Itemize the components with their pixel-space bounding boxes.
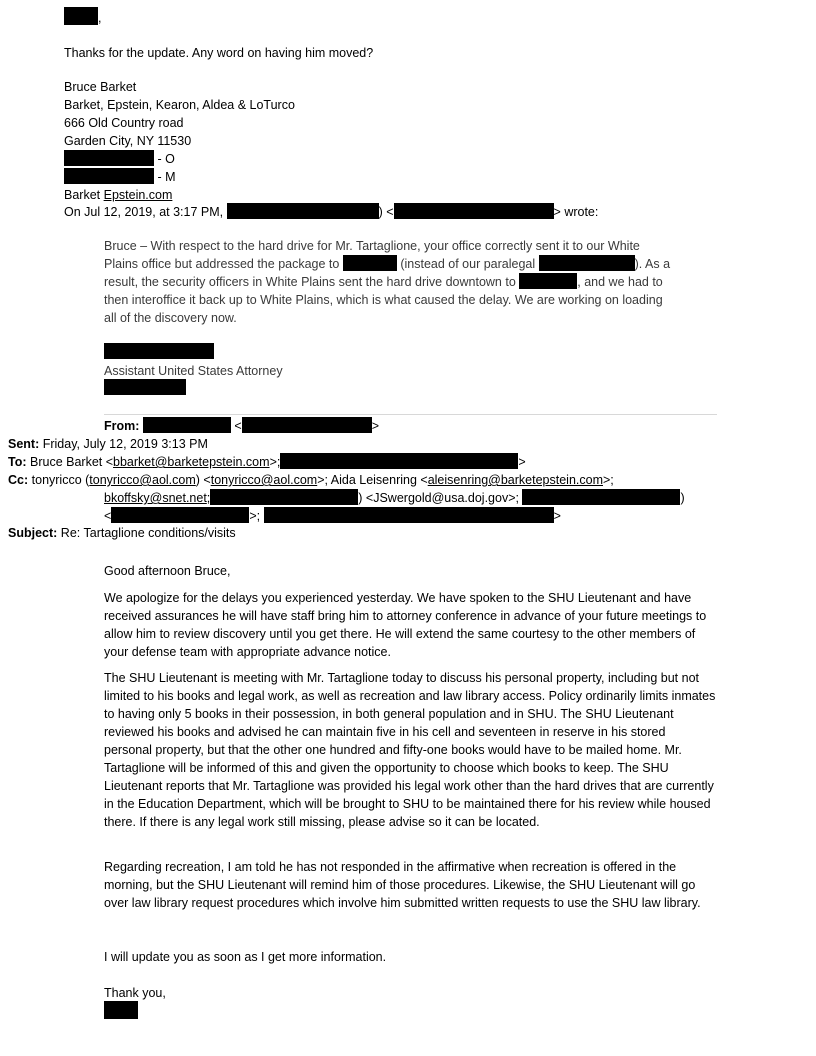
sent-label: Sent: (8, 437, 40, 451)
redaction-bar (242, 417, 372, 433)
signature-address1: 666 Old Country road (64, 116, 184, 130)
cc-label: Cc: (8, 473, 29, 487)
cc-name: tonyricco ( (31, 473, 90, 487)
quote-header-prefix: On Jul 12, 2019, at 3:17 PM, (64, 205, 224, 219)
quoted-text: (instead of our paralegal (400, 257, 536, 271)
quote-header-suffix: > wrote: (553, 205, 599, 219)
redaction-bar (227, 203, 379, 219)
greeting-suffix: , (98, 11, 102, 25)
cc-text: >; (249, 509, 261, 523)
from-bracket: > (371, 419, 380, 433)
quoted-sig-office (104, 379, 186, 397)
quote-header-mid: ) < (378, 205, 394, 219)
quote-header (64, 203, 598, 221)
cc-email-link[interactable]: tonyricco@aol.com (210, 473, 318, 487)
cc-line-2 (104, 489, 685, 507)
cc-text: ) (680, 491, 685, 505)
sent-line (8, 435, 208, 453)
from-bracket: < (234, 419, 242, 433)
from-line (104, 417, 379, 435)
quoted-line-3 (104, 273, 663, 291)
web-link[interactable]: Epstein.com (103, 188, 173, 202)
web-prefix: Barket (64, 188, 104, 202)
cc-text: ; (206, 491, 211, 505)
cc-email-link[interactable]: tonyricco@aol.com (89, 473, 196, 487)
body-greeting: Good afternoon Bruce, (104, 564, 231, 578)
to-line (8, 453, 526, 471)
redaction-bar (522, 489, 680, 505)
body-paragraph-4: I will update you as soon as I get more information. (104, 950, 387, 964)
closing-text: Thank you, (104, 986, 166, 1000)
quoted-line-2 (104, 255, 670, 273)
cc-email-link[interactable]: bkoffsky@snet.net (104, 491, 207, 505)
body-paragraph-1: We apologize for the delays you experienced yesterday. We have spoken to the SHU Lieutenant and have received assurances he will have staff bring him to attorney conference in advance of your future meetings to allow him to review discovery until you get there. He will extend the same courtesy to the other members of your defense team with appropriate advance notice. (104, 591, 707, 659)
closing-signature (104, 1001, 138, 1021)
redaction-bar (210, 489, 358, 505)
to-name: Bruce Barket < (30, 455, 114, 469)
body-paragraph-3: Regarding recreation, I am told he has not responded in the affirmative when recreation is offered in the morning, but the SHU Lieutenant will remind him of those procedures. Likewise, the SHU Lieutenant will go over law library request procedures which involve him submitted written requests to use the SHU law library. (104, 860, 701, 910)
quoted-sig-name (104, 343, 214, 361)
subject-value: Re: Tartaglione conditions/visits (60, 526, 236, 540)
to-separator: >; (269, 455, 281, 469)
redaction-bar (104, 343, 214, 359)
redaction-bar (104, 379, 186, 395)
subject-label: Subject: (8, 526, 58, 540)
quoted-line-1: Bruce – With respect to the hard drive for Mr. Tartaglione, your office correctly sent it to our White (104, 239, 640, 253)
redaction-bar (539, 255, 635, 271)
redaction-bar (280, 453, 518, 469)
quoted-line-4: then interoffice it back up to White Plains, which is what caused the delay. We are working on loading (104, 293, 663, 307)
redaction-bar (394, 203, 554, 219)
cc-line-1 (8, 471, 614, 489)
signature-address2: Garden City, NY 11530 (64, 134, 192, 148)
greeting-line (64, 7, 101, 27)
mobile-suffix: - M (157, 170, 176, 184)
body-paragraph-2: The SHU Lieutenant is meeting with Mr. Tartaglione today to discuss his personal property, including but not limited to his books and legal work, as well as recreation and law library access. Policy ordinarily limits inmates to having only 5 books in their possession, in both general population and in SHU. The SHU Lieutenant reviewed his books and advised he can maintain five in his cell and seventeen in reserve in his stored personal property, but that the other one hundred and fifty-one books would have to be mailed home. Mr. Tartaglione will be informed of this and given the opportunity to choose which books to keep. The SHU Lieutenant reports that Mr. Tartaglione was provided his legal work other than the hard drives that are currently in the Education Department, which will be brought to SHU to be maintained there for his review while housed there. If there is any legal work still missing, please advise so it can be located. (104, 671, 716, 829)
to-email-link[interactable]: bbarket@barketepstein.com (113, 455, 270, 469)
cc-text: < (104, 509, 112, 523)
signature-mobile-phone (64, 168, 176, 186)
to-label: To: (8, 455, 27, 469)
redaction-bar (64, 7, 98, 25)
quoted-sig-title: Assistant United States Attorney (104, 364, 283, 378)
signature-firm: Barket, Epstein, Kearon, Aldea & LoTurco (64, 98, 295, 112)
redaction-bar (264, 507, 554, 523)
cc-text: ) <JSwergold@usa.doj.gov>; (358, 491, 519, 505)
to-bracket: > (518, 455, 526, 469)
redaction-bar (343, 255, 397, 271)
signature-web (64, 186, 172, 204)
redaction-bar (111, 507, 249, 523)
cc-text: >; (602, 473, 614, 487)
redaction-bar (143, 417, 231, 433)
quoted-line-5: all of the discovery now. (104, 311, 237, 325)
cc-text: > (553, 509, 561, 523)
cc-text: ) < (195, 473, 211, 487)
signature-name: Bruce Barket (64, 80, 137, 94)
divider (104, 414, 717, 415)
quoted-text: Plains office but addressed the package to (104, 257, 340, 271)
redaction-bar (64, 150, 154, 166)
subject-line (8, 524, 236, 542)
office-suffix: - O (157, 152, 175, 166)
redaction-bar (104, 1001, 138, 1019)
cc-text: >; Aida Leisenring < (317, 473, 428, 487)
sent-value: Friday, July 12, 2019 3:13 PM (42, 437, 208, 451)
signature-office-phone (64, 150, 175, 168)
redaction-bar (64, 168, 154, 184)
cc-line-3 (104, 507, 561, 525)
quoted-text: ). As a (634, 257, 671, 271)
quoted-text: result, the security officers in White Plains sent the hard drive downtown to (104, 275, 516, 289)
cc-email-link[interactable]: aleisenring@barketepstein.com (427, 473, 603, 487)
from-label: From: (104, 419, 140, 433)
quoted-text: , and we had to (577, 275, 663, 289)
redaction-bar (519, 273, 577, 289)
reply-text: Thanks for the update. Any word on having him moved? (64, 46, 374, 60)
